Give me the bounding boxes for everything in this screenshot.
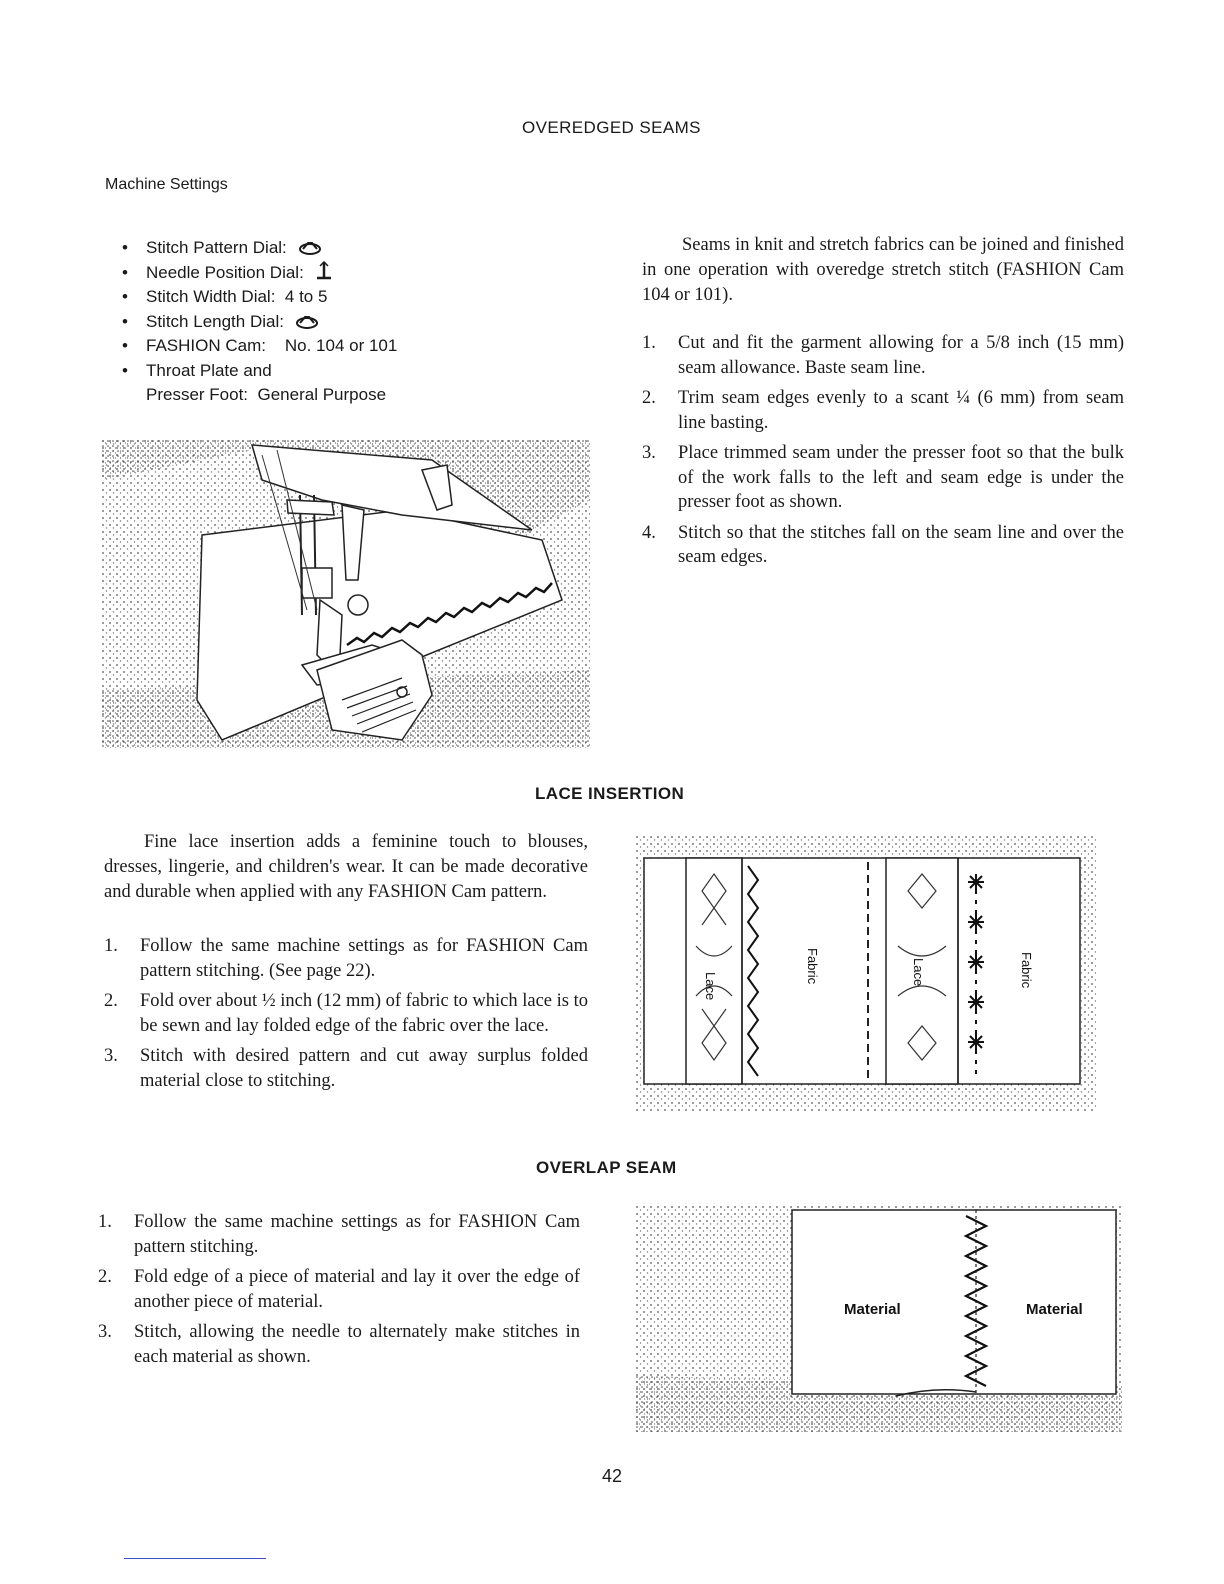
lace-intro: Fine lace insertion adds a feminine touch to blouses, dresses, lingerie, and children's wear. It can be made decorative and durable when applied with any FASHION Cam pattern. [104,832,588,902]
machine-settings-list [122,236,482,408]
material-label-left: Material [844,1301,901,1318]
overlap-step: 3. Stitch, allowing the needle to alternately make stitches in each material as shown. [98,1322,580,1367]
lace-step: 2. Fold over about ½ inch (12 mm) of fabric to which lace is to be sewn and lay folded edge of the fabric over the lace. [104,991,589,1036]
overlap-step: 1. Follow the same machine settings as for FASHION Cam pattern stitching. [98,1212,580,1257]
overlap-steps [98,1210,580,1375]
setting-throat-plate: • Throat Plate and Presser Foot: General Purpose [122,360,387,404]
overedged-step: 1. Cut and fit the garment allowing for a 5/8 inch (15 mm) seam allowance. Baste seam line. [642,333,1124,378]
lace-label-left: Lace [703,972,718,1001]
page-number: 42 [602,1466,623,1486]
overlap-heading: OVERLAP SEAM [536,1158,677,1177]
overlap-step: 2. Fold edge of a piece of material and lay it over the edge of another piece of material. [98,1267,580,1312]
overedged-steps [642,331,1124,576]
overedged-intro: Seams in knit and stretch fabrics can be joined and finished in one operation with overedge stretch stitch (FASHION Cam 104 or 101). [642,235,1124,305]
lace-step: 3. Stitch with desired pattern and cut away surplus folded material close to stitching. [104,1046,588,1091]
setting-stitch-length: • Stitch Length Dial: [122,310,482,335]
setting-needle-position: • Needle Position Dial: [122,261,482,286]
fabric-label-left: Fabric [805,948,820,985]
footer-rule [124,1558,266,1559]
material-label-right: Material [1026,1301,1083,1318]
overlap-seam-illustration [636,1206,1122,1432]
overedged-step: 3. Place trimmed seam under the presser foot so that the bulk of the work falls to the left and seam edge is under the presser foot as shown. [642,443,1124,512]
overedged-step: 2. Trim seam edges evenly to a scant ¼ (6 mm) from seam line basting. [642,388,1124,433]
stitch-pattern-dial-icon [298,240,322,256]
setting-fashion-cam: • FASHION Cam: No. 104 or 101 [122,336,398,355]
lace-insertion-illustration [636,836,1096,1112]
lace-step: 1. Follow the same machine settings as for FASHION Cam pattern stitching. (See page 22). [104,936,588,981]
setting-stitch-width: • Stitch Width Dial: 4 to 5 [122,287,328,306]
stitch-length-dial-icon [295,314,319,330]
lace-heading: LACE INSERTION [535,784,685,803]
setting-stitch-pattern: • Stitch Pattern Dial: [122,236,482,261]
overedged-heading: OVEREDGED SEAMS [522,118,701,137]
needle-position-dial-icon [315,261,333,281]
lace-label-right: Lace [911,958,926,987]
lace-steps [104,934,588,1099]
presser-foot-illustration [102,440,590,748]
machine-settings-label: Machine Settings [105,176,228,193]
fabric-label-right: Fabric [1019,952,1034,989]
overedged-step: 4. Stitch so that the stitches fall on the seam line and over the seam edges. [642,522,1124,567]
